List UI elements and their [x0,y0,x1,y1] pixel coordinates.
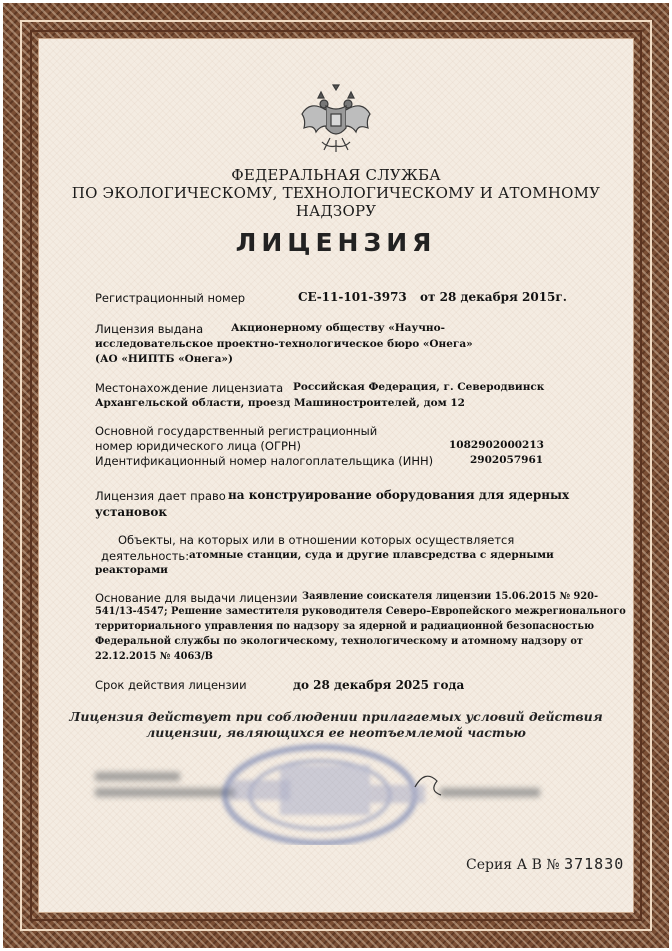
agency-name-line1: ФЕДЕРАЛЬНАЯ СЛУЖБА [231,166,441,184]
series-number: 371830 [564,855,625,873]
objects-label-line1: Объекты, на которых или в отношении которых осуществляется [118,533,515,547]
inn-label: Идентификационный номер налогоплательщика (ИНН) [95,454,434,468]
coat-of-arms-icon [296,80,376,160]
redacted-signatory-name [440,788,540,797]
location-label: Местонахождение лицензиата [95,381,284,395]
official-seal-icon [200,735,450,845]
basis-line2: 541/13-4547; Решение заместителя руководителя Северо–Европейского межрегионального [95,606,626,617]
right-line2: установок [95,505,167,519]
issued-to-line3: (АО «НИПТБ «Онега») [95,353,233,365]
objects-line1: атомные станции, суда и другие плавсредства с ядерными [189,549,554,561]
agency-name-line2: ПО ЭКОЛОГИЧЕСКОМУ, ТЕХНОЛОГИЧЕСКОМУ И АТОМНОМУ НАДЗОРУ [71,184,601,220]
validity-label: Срок действия лицензии [95,678,247,692]
objects-line2: реакторами [95,564,168,576]
basis-line5: 22.12.2015 № 4063/В [95,651,213,662]
issued-to-line2: исследовательское проектно-технологическое бюро «Онега» [95,338,473,350]
validity-value: до 28 декабря 2025 года [293,678,465,692]
ogrn-label-line1: Основной государственный регистрационный [95,424,378,438]
issued-to-line1: Акционерному обществу «Научно- [231,322,445,334]
registration-number: СЕ-11-101-3973 [298,290,407,304]
basis-line1: Заявление соискателя лицензии 15.06.2015 № 920- [302,591,599,602]
registration-date: от 28 декабря 2015г. [420,290,567,304]
issued-to-label: Лицензия выдана [95,322,204,336]
location-line2: Архангельской области, проезд Машиностроителей, дом 12 [95,397,465,409]
conditions-line2: лицензии, являющихся ее неотъемлемой частью [146,725,526,740]
side-print-text [656,780,666,900]
basis-line4: Федеральной службы по экологическому, технологическому и атомному надзору от [95,636,583,647]
registration-label: Регистрационный номер [95,291,246,305]
document-title: ЛИЦЕНЗИЯ [235,228,437,257]
ogrn-label-line2: номер юридического лица (ОГРН) [95,439,302,453]
basis-label: Основание для выдачи лицензии [95,591,298,605]
location-line1: Российская Федерация, г. Северодвинск [293,381,545,393]
ogrn-value: 1082902000213 [449,439,544,451]
right-line1: на конструирование оборудования для ядерных [228,488,570,502]
basis-line3: территориального управления по надзору за ядерной и радиационной безопасностью [95,621,595,632]
objects-label-line2: деятельность: [101,549,190,563]
inn-value: 2902057961 [470,454,544,466]
redacted-position-line1 [95,772,180,781]
conditions-line1: Лицензия действует при соблюдении прилагаемых условий действия [69,709,603,724]
series-label: Серия А В № [466,857,560,873]
series-number-block [466,855,624,873]
right-label: Лицензия дает право [95,489,226,503]
